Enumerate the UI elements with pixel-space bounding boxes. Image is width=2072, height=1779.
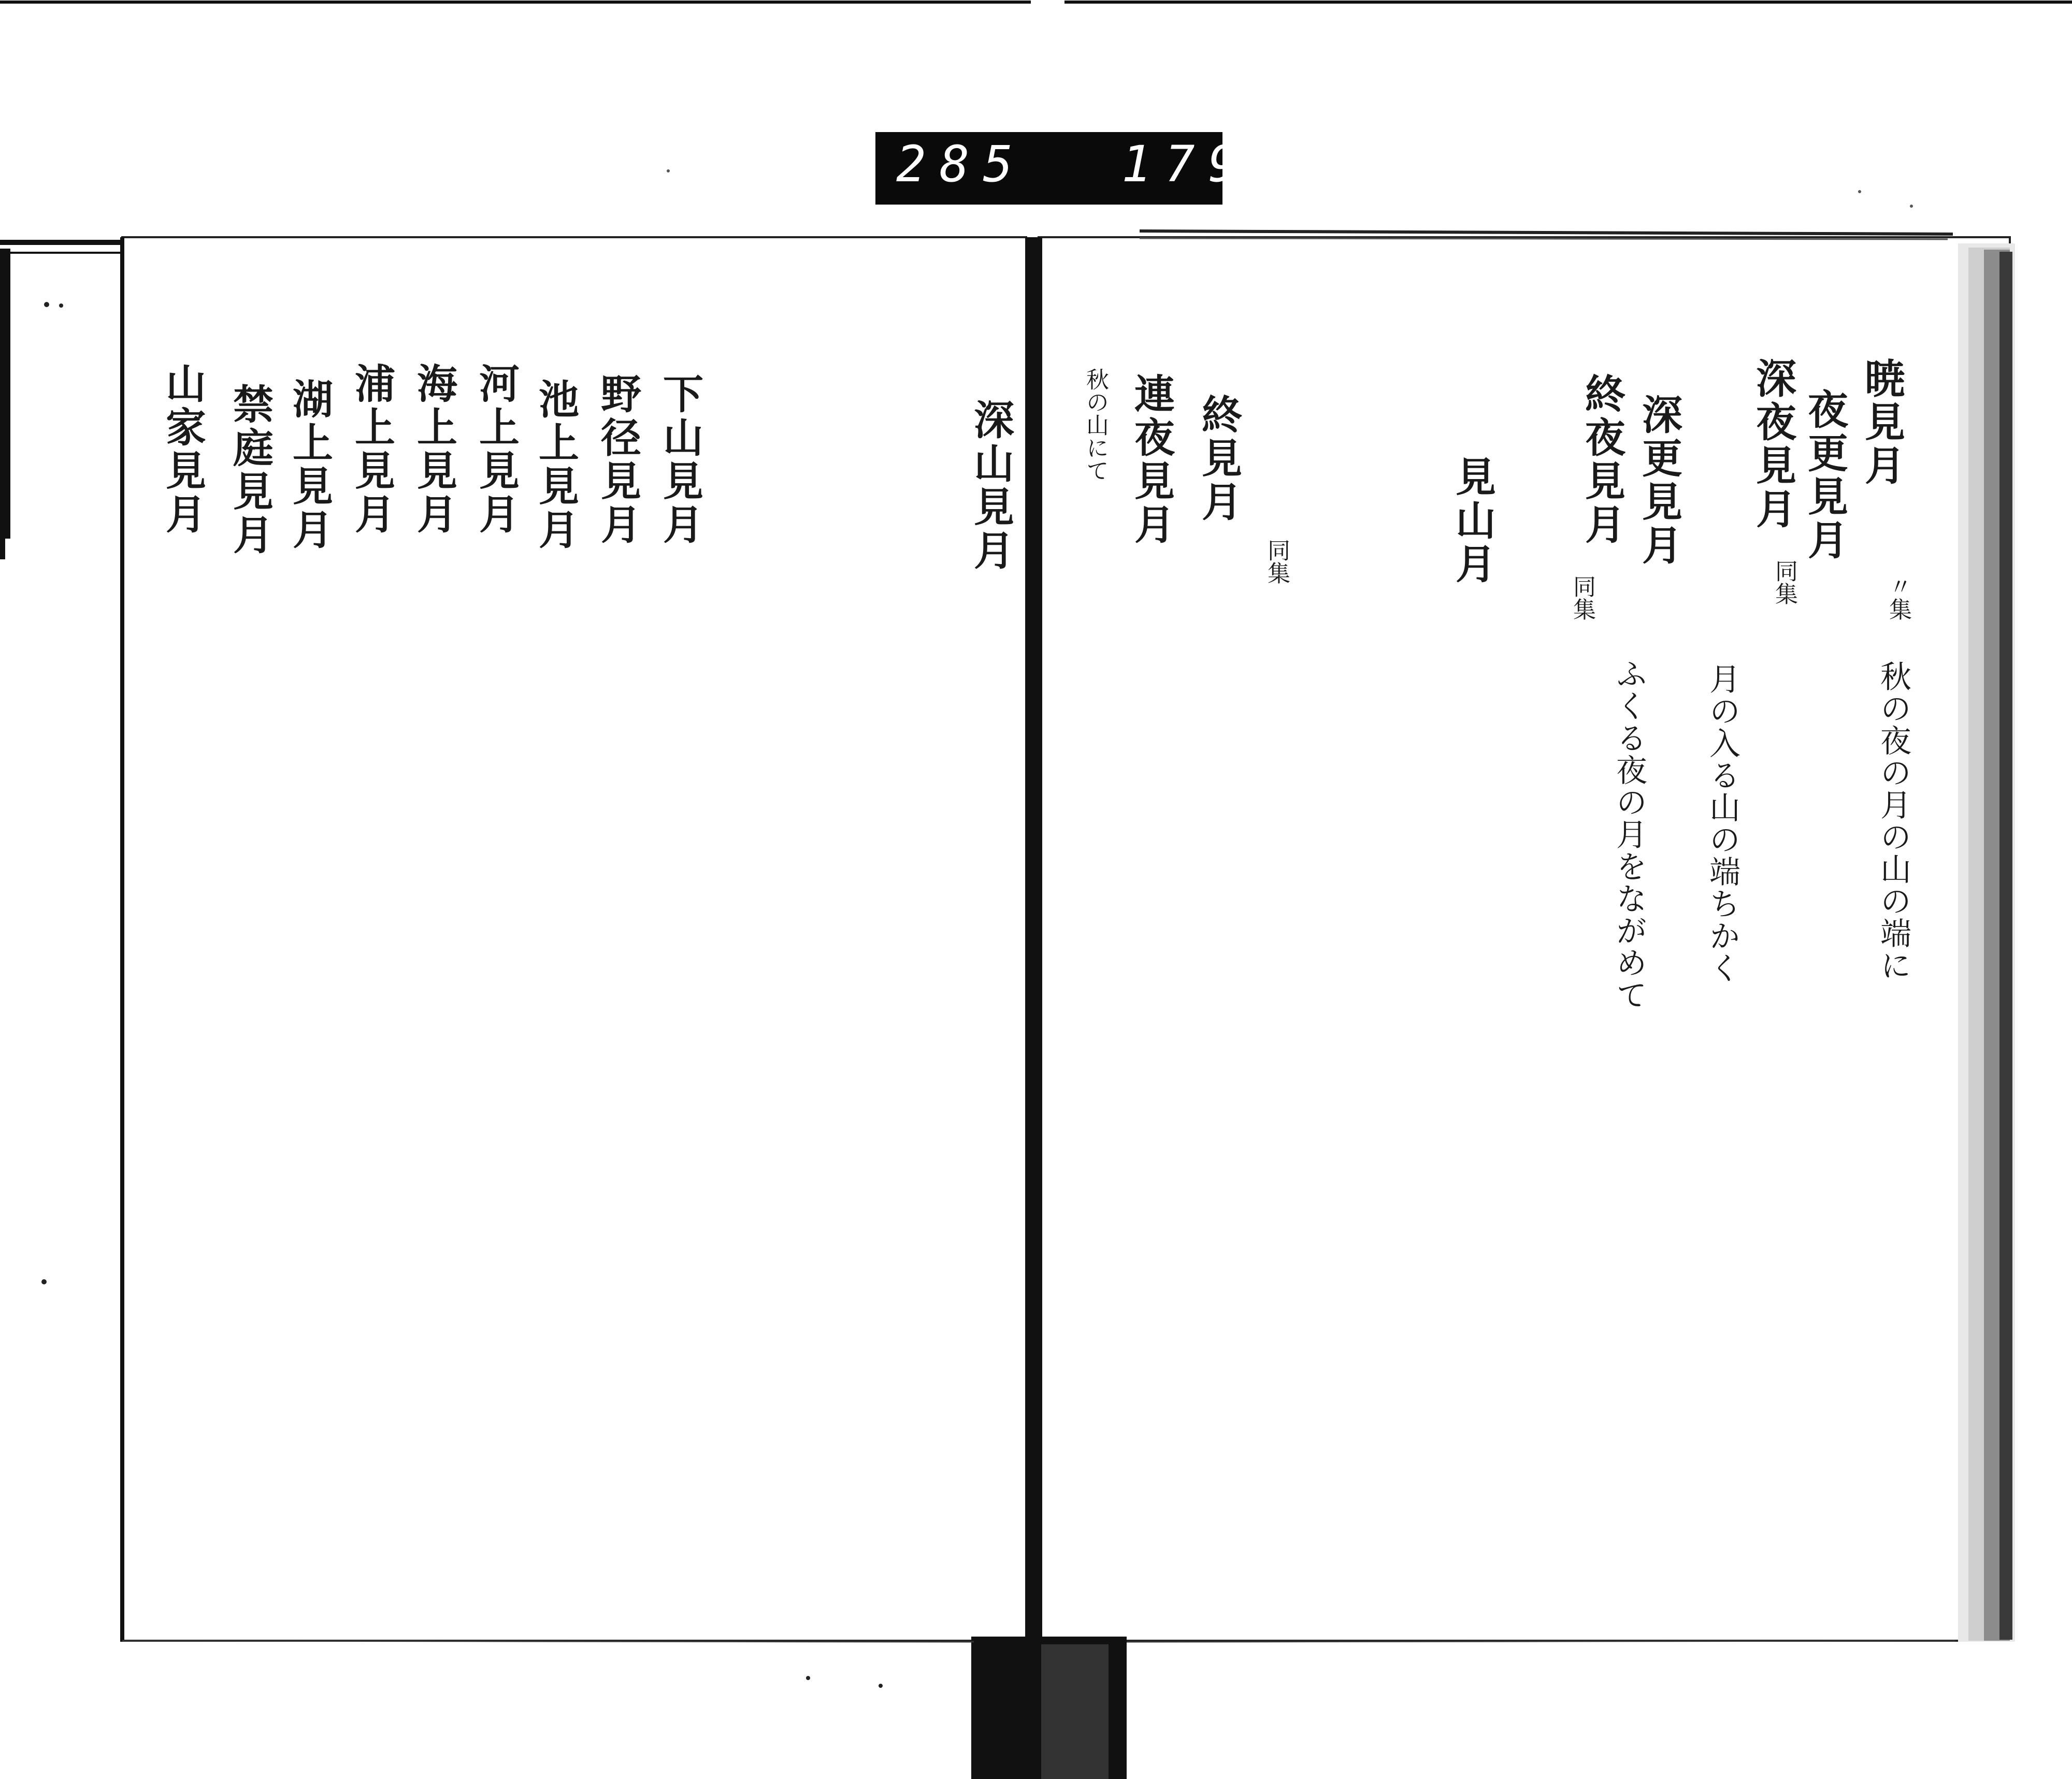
gutter: [1026, 237, 1042, 1641]
entry-title: 暁見月: [1858, 357, 1905, 488]
entry-poem: 月の入る山の端ちかく: [1704, 663, 1740, 984]
entry-title: 池上見月: [532, 378, 579, 552]
entry-title: 見山月: [1449, 456, 1496, 586]
page-edges: [1958, 243, 2015, 1642]
frame-number-right: 179: [1121, 135, 1252, 193]
entry-title: 下山見月: [656, 373, 703, 547]
entry-title: 河上見月: [472, 363, 520, 537]
entry-title: 終夜見月: [1578, 373, 1625, 547]
entry-title: 海上見月: [410, 363, 457, 537]
entry-author: 同集: [1263, 539, 1290, 584]
entry-title: 終見月: [1195, 394, 1242, 524]
entry-author: 同集: [1569, 575, 1595, 620]
entry-title: 夜更見月: [1801, 388, 1848, 562]
entry-poem: 秋の夜の月の山の端に: [1875, 660, 1911, 981]
left-binding-frame: [0, 242, 122, 559]
entry-title: 野径見月: [594, 373, 641, 547]
entry-title: 連夜見月: [1128, 373, 1175, 547]
entry-title: 山家見月: [159, 363, 206, 537]
entry-title: 浦上見月: [348, 363, 395, 537]
entry-author: 同集: [1771, 559, 1797, 605]
entry-author: 〃集: [1885, 575, 1911, 620]
entry-title: 禁庭見月: [226, 383, 274, 557]
entry-title: 深山見月: [967, 399, 1014, 573]
entry-title: 深夜見月: [1749, 357, 1796, 531]
frame-number-left: 285: [896, 135, 1027, 193]
entry-title: 秋の山にて: [1082, 368, 1109, 482]
entry-poem: ふくる夜の月をながめて: [1611, 658, 1647, 1011]
entry-title: 湖上見月: [286, 378, 333, 552]
entry-title: 深更見月: [1635, 394, 1682, 568]
